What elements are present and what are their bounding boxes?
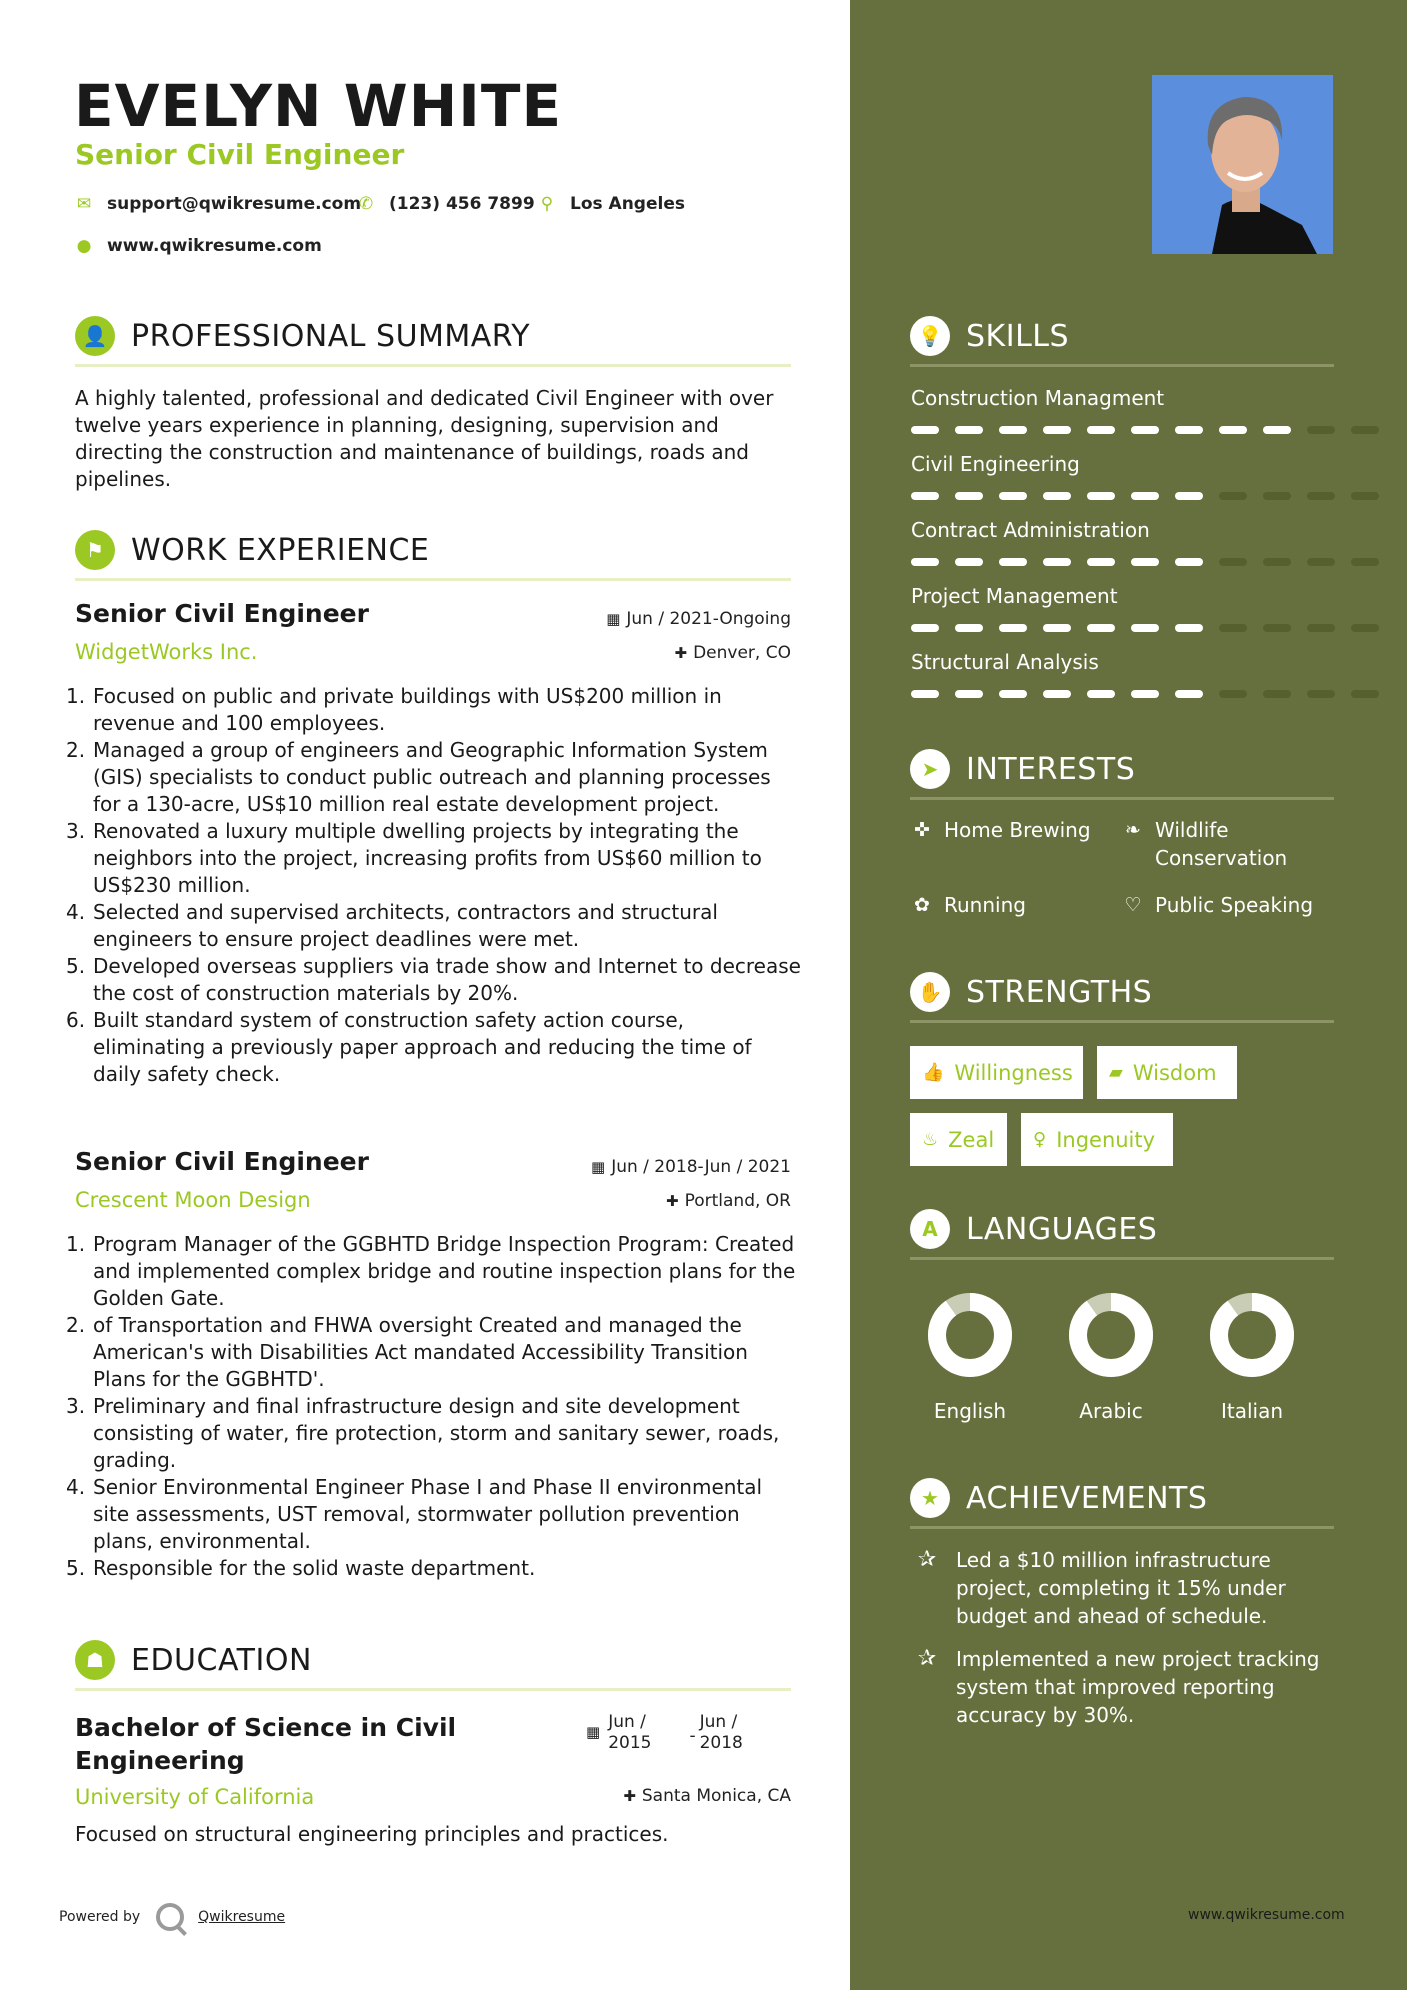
language-label: Italian — [1220, 1399, 1284, 1423]
skill-segment-filled — [1131, 492, 1159, 500]
summary-text: A highly talented, professional and dedicated Civil Engineer with over twelve years experience in planning, designing, supervision and directing the construction and maintenance of buildings, roads and pipelines. — [75, 386, 774, 491]
ring-fill — [1078, 1302, 1144, 1368]
languages-title: LANGUAGES — [966, 1211, 1158, 1247]
skill-segment-filled — [955, 558, 983, 566]
skill-segment-filled — [1175, 426, 1203, 434]
skills-heading — [910, 316, 1335, 356]
experience-heading — [75, 530, 791, 570]
achievements-divider — [910, 1526, 1334, 1529]
job-location: ✚ Denver, CO — [674, 643, 791, 663]
skill-segment-filled — [1043, 624, 1071, 632]
list-item: Managed a group of engineers and Geographic Information System (GIS) specialists to conduct public outreach and planning processes for a 130-acre, US$10 million real estate development project. — [93, 738, 771, 816]
heartbeat-icon: ♡ — [1124, 894, 1142, 916]
job-company: Crescent Moon Design — [75, 1188, 311, 1212]
profile-photo — [1152, 75, 1333, 254]
skill-segment-filled — [1043, 426, 1071, 434]
skill-segment-empty — [1219, 492, 1247, 500]
language-ring — [925, 1290, 1015, 1380]
experience-divider — [75, 578, 791, 581]
portrait-icon — [1152, 75, 1333, 254]
skill-segment-filled — [999, 624, 1027, 632]
achievements-heading — [910, 1478, 1335, 1518]
email-text: support@qwikresume.com — [107, 194, 362, 214]
list-item: of Transportation and FHWA oversight Created and managed the American's with Disabilities Act mandated Accessibility Transition Plans for the GGBHTD'. — [93, 1313, 748, 1391]
experience-title: WORK EXPERIENCE — [131, 532, 430, 568]
skill-bar — [911, 624, 1335, 632]
calendar-icon: ▦ — [591, 1158, 606, 1176]
job-title: Senior Civil Engineer — [75, 599, 369, 628]
shooting-star-icon: ✰ — [917, 1646, 937, 1671]
skill-segment-filled — [955, 624, 983, 632]
phone-text: (123) 456 7899 — [389, 194, 535, 214]
skill-segment-filled — [911, 492, 939, 500]
skill-segment-filled — [1175, 492, 1203, 500]
fire-icon: ♨ — [922, 1129, 939, 1150]
job-duties — [66, 1231, 801, 1582]
skill-segment-filled — [999, 492, 1027, 500]
envelope-icon: ✉ — [76, 194, 92, 214]
interests-divider — [910, 797, 1334, 800]
skill-segment-filled — [1263, 426, 1291, 434]
hand-icon: ✋ — [910, 972, 950, 1012]
puzzle-icon: ✜ — [914, 819, 930, 841]
skill-segment-filled — [955, 492, 983, 500]
list-item: Selected and supervised architects, contractors and structural engineers to ensure project deadlines were met. — [93, 900, 718, 951]
contact-location — [538, 194, 685, 214]
list-item: Program Manager of the GGBHTD Bridge Inspection Program: Created and implemented complex bridge and routine inspection plans for the Golden Gate. — [93, 1232, 796, 1310]
education-heading — [75, 1640, 791, 1680]
strength-chip: 👍 Willingness — [910, 1046, 1083, 1099]
strength-chip: ♨ Zeal — [910, 1113, 1007, 1166]
education-title: EDUCATION — [131, 1642, 312, 1678]
skill-segment-empty — [1351, 690, 1379, 698]
skill-segment-filled — [911, 558, 939, 566]
skill-bar — [911, 690, 1335, 698]
interest-item: ✿ Running — [910, 891, 1026, 919]
skill-segment-empty — [1351, 426, 1379, 434]
skill-segment-empty — [1219, 624, 1247, 632]
skill-segment-filled — [1087, 624, 1115, 632]
language-ring — [1066, 1290, 1156, 1380]
skill-segment-empty — [1307, 624, 1335, 632]
skill-segment-filled — [1087, 690, 1115, 698]
chair-icon: ⚑ — [75, 530, 115, 570]
website-text: www.qwikresume.com — [107, 236, 322, 256]
calendar-icon: ▦ — [586, 1723, 601, 1741]
skill-segment-filled — [1131, 558, 1159, 566]
location-text: Los Angeles — [570, 194, 685, 214]
interests-heading — [910, 749, 1335, 789]
skill-segment-empty — [1263, 492, 1291, 500]
list-item: Responsible for the solid waste department. — [93, 1556, 536, 1580]
language-label: Arabic — [1079, 1399, 1143, 1423]
skills-title: SKILLS — [966, 318, 1070, 354]
achievement-item: ✰ Implemented a new project tracking system that improved reporting accuracy by 30%. — [910, 1645, 1340, 1729]
skill-segment-filled — [955, 690, 983, 698]
paper-plane-icon: ➤ — [910, 749, 950, 789]
footer-powered: Powered by Qwikresume — [59, 1903, 285, 1931]
interest-item: ♡ Public Speaking — [1121, 891, 1313, 919]
job-date: ▦ Jun / 2021-Ongoing — [606, 609, 791, 629]
education-text: Focused on structural engineering principles and practices. — [75, 1822, 669, 1846]
book-icon: ▰ — [1109, 1062, 1123, 1083]
skill-segment-empty — [1263, 690, 1291, 698]
pin-icon: ✚ — [623, 1787, 636, 1805]
contact-email[interactable] — [75, 194, 361, 214]
achievement-item: ✰ Led a $10 million infrastructure project, completing it 15% under budget and ahead of schedule. — [910, 1546, 1340, 1630]
thumbs-up-icon: 👍 — [922, 1062, 945, 1083]
job-location: ✚ Portland, OR — [666, 1191, 791, 1211]
paw-icon: ✿ — [914, 894, 930, 916]
strength-chip: ♀ Ingenuity — [1021, 1113, 1173, 1166]
ring-fill — [1219, 1302, 1285, 1368]
skill-bar — [911, 492, 1335, 500]
lightbulb-icon: ♀ — [1033, 1129, 1047, 1150]
interest-item: ❧ Wildlife Conservation — [1121, 816, 1287, 872]
skill-segment-empty — [1307, 426, 1335, 434]
star-icon: ★ — [910, 1478, 950, 1518]
skill-segment-empty — [1351, 624, 1379, 632]
pin-icon: ✚ — [674, 644, 688, 662]
contact-website[interactable] — [75, 236, 322, 256]
skill-segment-empty — [1263, 624, 1291, 632]
contact-phone[interactable] — [357, 194, 535, 214]
skill-segment-filled — [1131, 624, 1159, 632]
pin-icon: ✚ — [666, 1192, 679, 1210]
brand-link[interactable]: Qwikresume — [198, 1909, 286, 1925]
job-company: WidgetWorks Inc. — [75, 640, 258, 664]
skill-name: Contract Administration — [911, 518, 1150, 542]
job-duties — [66, 683, 801, 1088]
list-item: Developed overseas suppliers via trade show and Internet to decrease the cost of construction materials by 20%. — [93, 954, 801, 1005]
skill-segment-filled — [1087, 426, 1115, 434]
list-item: Focused on public and private buildings with US$200 million in revenue and 100 employees. — [93, 684, 722, 735]
skill-segment-filled — [1043, 690, 1071, 698]
footer-site[interactable]: www.qwikresume.com — [1188, 1907, 1345, 1923]
skill-segment-filled — [1175, 624, 1203, 632]
summary-heading — [75, 316, 791, 356]
skill-segment-filled — [911, 426, 939, 434]
skill-segment-empty — [1219, 558, 1247, 566]
skill-segment-empty — [1351, 492, 1379, 500]
strengths-heading — [910, 972, 1335, 1012]
skill-segment-empty — [1307, 492, 1335, 500]
education-divider — [75, 1688, 791, 1691]
skill-bar — [911, 558, 1335, 566]
language-ring — [1207, 1290, 1297, 1380]
calendar-icon: ▦ — [606, 610, 621, 628]
list-item: Built standard system of construction safety action course, eliminating a previously paper approach and reducing the time of daily safety check. — [93, 1008, 752, 1086]
list-item: Renovated a luxury multiple dwelling projects by integrating the neighbors into the project, increasing profits from US$60 million to US$230 million. — [93, 819, 762, 897]
skill-segment-filled — [1131, 690, 1159, 698]
skill-name: Civil Engineering — [911, 452, 1080, 476]
lightbulb-icon: 💡 — [910, 316, 950, 356]
job-title: Senior Civil Engineer — [75, 1147, 369, 1176]
candidate-name: EVELYN WHITE — [74, 72, 563, 140]
degree-title: Bachelor of Science in Civil Engineering — [75, 1713, 457, 1775]
list-item: Senior Environmental Engineer Phase I and Phase II environmental site assessments, UST removal, stormwater pollution prevention plans, environmental. — [93, 1475, 763, 1553]
skill-segment-filled — [1043, 492, 1071, 500]
skill-segment-filled — [911, 690, 939, 698]
candidate-role: Senior Civil Engineer — [75, 138, 405, 171]
skill-segment-empty — [1351, 558, 1379, 566]
phone-icon: ✆ — [358, 194, 374, 214]
strengths-divider — [910, 1020, 1334, 1023]
language-icon: A — [910, 1209, 950, 1249]
strengths-title: STRENGTHS — [966, 974, 1153, 1010]
education-dates: ▦ Jun / 2015 - Jun / 2018 — [586, 1712, 743, 1753]
languages-divider — [910, 1257, 1334, 1260]
skill-segment-empty — [1219, 690, 1247, 698]
skill-segment-empty — [1263, 558, 1291, 566]
graduate-icon: ☗ — [75, 1640, 115, 1680]
qwikresume-logo-icon — [156, 1903, 184, 1931]
skill-segment-empty — [1307, 690, 1335, 698]
summary-title: PROFESSIONAL SUMMARY — [131, 318, 531, 354]
skill-segment-filled — [999, 690, 1027, 698]
skill-segment-filled — [1087, 492, 1115, 500]
skill-segment-filled — [1087, 558, 1115, 566]
skill-segment-filled — [911, 624, 939, 632]
skill-segment-filled — [1043, 558, 1071, 566]
skill-segment-filled — [999, 426, 1027, 434]
skill-segment-empty — [1307, 558, 1335, 566]
shooting-star-icon: ✰ — [917, 1547, 937, 1572]
skill-segment-filled — [955, 426, 983, 434]
job-date: ▦ Jun / 2018-Jun / 2021 — [591, 1157, 791, 1177]
leaf-icon: ❧ — [1125, 819, 1141, 841]
achievements-title: ACHIEVEMENTS — [966, 1480, 1208, 1516]
skill-bar — [911, 426, 1335, 434]
interest-item: ✜ Home Brewing — [910, 816, 1091, 844]
skill-name: Project Management — [911, 584, 1118, 608]
skill-segment-filled — [999, 558, 1027, 566]
globe-icon: ● — [76, 236, 92, 256]
map-pin-icon: ⚲ — [540, 194, 554, 214]
language-label: English — [933, 1399, 1007, 1423]
education-location: ✚ Santa Monica, CA — [623, 1786, 791, 1806]
interests-title: INTERESTS — [966, 751, 1136, 787]
skill-segment-filled — [1131, 426, 1159, 434]
ring-fill — [937, 1302, 1003, 1368]
user-icon: 👤 — [75, 316, 115, 356]
strength-chip: ▰ Wisdom — [1097, 1046, 1237, 1099]
skill-name: Construction Managment — [911, 386, 1165, 410]
summary-divider — [75, 364, 791, 367]
skill-name: Structural Analysis — [911, 650, 1099, 674]
list-item: Preliminary and final infrastructure design and site development consisting of water, fire protection, storm and sanitary sewer, roads, grading. — [93, 1394, 780, 1472]
school-name: University of California — [75, 1785, 315, 1809]
skill-segment-filled — [1219, 426, 1247, 434]
skills-divider — [910, 364, 1334, 367]
skill-segment-filled — [1175, 558, 1203, 566]
skill-segment-filled — [1175, 690, 1203, 698]
languages-heading — [910, 1209, 1335, 1249]
